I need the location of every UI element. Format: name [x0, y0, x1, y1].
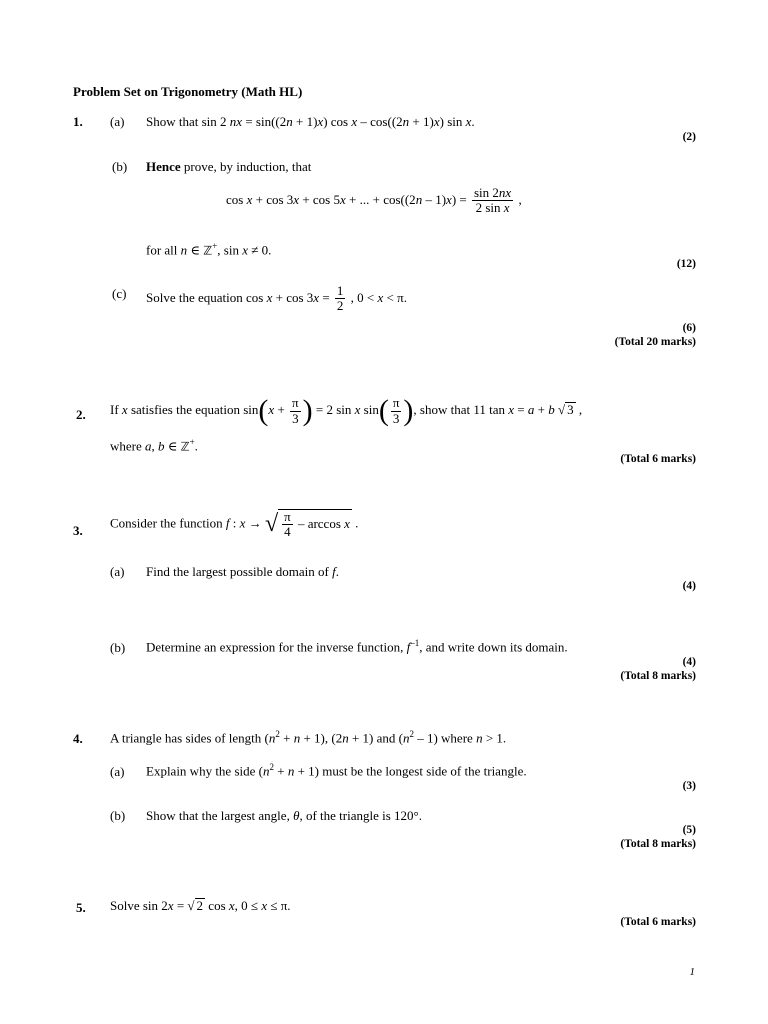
q2-text: If x satisfies the equation sin(x + $\frac{\pi}{3}$ ) = 2 sin x sin( $\frac{\pi}{3}$ ), show that 11 tan x = a + b √ 3 ,	[110, 394, 583, 427]
q5-total-marks: (Total 6 marks)	[620, 916, 696, 928]
q1-part-c-text: Solve the equation cos x + cos 3x = $\frac{1}{2}$ , 0 < x < π.	[146, 283, 407, 314]
q3-part-b-label: (b)	[110, 640, 126, 655]
question-3-number: 3.	[73, 523, 83, 538]
q4-part-b-text: Show that the largest angle, θ, of the triangle is 120°.	[146, 808, 422, 823]
q1-part-b-text: Hence prove, by induction, that	[146, 159, 312, 174]
question-1-number: 1.	[73, 114, 83, 129]
q3-text: Consider the function f : x → √ $\frac{\pi}{4}$ – arccos x .	[110, 509, 359, 540]
question-2-number: 2.	[76, 407, 86, 422]
q3-part-a-label: (a)	[110, 564, 125, 579]
q2-total-marks: (Total 6 marks)	[620, 453, 696, 465]
q4-part-a-label: (a)	[110, 764, 125, 779]
question-5-number: 5.	[76, 900, 86, 915]
q4-total-marks: (Total 8 marks)	[620, 838, 696, 850]
q1-part-b-marks: (12)	[676, 258, 696, 270]
q5-text: Solve sin 2x = √ 2 cos x, 0 ≤ x ≤ π.	[110, 898, 291, 913]
q3-part-a-text: Find the largest possible domain of f.	[146, 564, 339, 579]
q1-part-c-marks: (6)	[682, 322, 696, 334]
q1-part-a-text: Show that sin 2 nx = sin((2n + 1)x) cos x – cos((2n + 1)x) sin x.	[146, 114, 475, 129]
q3-total-marks: (Total 8 marks)	[620, 670, 696, 682]
q1-condition: for all n ∈ ℤ+, sin x ≠ 0.	[146, 241, 272, 258]
q1-total-marks: (Total 20 marks)	[614, 336, 696, 348]
q4-part-b-marks: (5)	[682, 824, 696, 836]
q4-part-b-label: (b)	[110, 808, 126, 823]
q1-induction-equation: cos x + cos 3x + cos 5x + ... + cos((2n – 1)x) = $\frac{\sin 2nx}{\text{2 sin x}}$ ,	[226, 185, 522, 216]
question-4-number: 4.	[73, 731, 83, 746]
q1-part-a-marks: (2)	[682, 131, 696, 143]
q2-condition: where a, b ∈ ℤ+.	[110, 437, 198, 454]
q1-part-c-label: (c)	[112, 286, 127, 301]
q4-text: A triangle has sides of length $(n^2 + n + 1)$, (2n + 1) and $(n^2 - 1)$ where n > 1.	[110, 729, 507, 746]
q1-part-b-label: (b)	[112, 159, 128, 174]
page-title: Problem Set on Trigonometry (Math HL)	[73, 84, 303, 99]
q4-part-a-text: Explain why the side $(n^2 + n + 1)$ must be the longest side of the triangle.	[146, 762, 527, 779]
q3-part-b-text: Determine an expression for the inverse function, $f^{-1}$, and write down its domain.	[146, 638, 568, 655]
q1-part-a-label: (a)	[110, 114, 125, 129]
q4-part-a-marks: (3)	[682, 780, 696, 792]
q3-part-b-marks: (4)	[682, 656, 696, 668]
page-number: 1	[689, 966, 695, 978]
q3-part-a-marks: (4)	[682, 580, 696, 592]
